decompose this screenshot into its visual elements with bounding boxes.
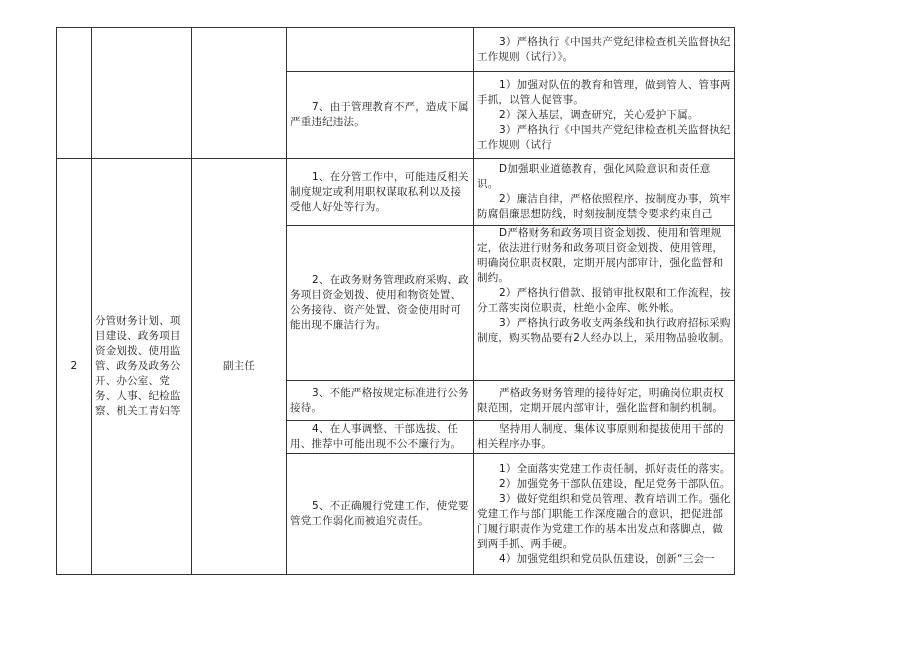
risk-cell [287,381,474,421]
risk-cell [287,454,474,575]
measure-item: 2）严格执行借款、报销审批权限和工作流程，按分工落实岗位职责，杜绝小金库、帐外帐。 [477,287,731,314]
measures-cell [474,28,735,72]
row-number: 2 [57,159,92,575]
measure-item: 1）全面落实党建工作责任制，抓好责任的落实。 [499,462,731,475]
measure-item: 3）严格执行《中国共产党纪律检查机关监督执纪工作规则（试行 [477,123,731,151]
risk-text: 4、在人事调整、干部选拔、任用、推荐中可能出现不公不廉行为。 [290,423,462,450]
risk-cell [287,159,474,226]
measure-item: 3）做好党组织和党员管理、教育培训工作。强化党建工作与部门职能工作深度融合的意识，把促进部门履行职责作为党建工作的基本出发点和落脚点，做到两手抓、两手硬。 [477,492,731,550]
risk-cell [287,421,474,454]
measure-item: D严格财务和政务项目资金划拨、使用和管理规定，依法进行财务和政务项目资金划拨、使用管理，明确岗位职责权限，定期开展内部审计，强化监督和制约。 [477,227,724,284]
table-row [57,28,735,72]
risk-cell [287,72,474,159]
measure-item: 3）严格执行《中国共产党纪律检查机关监督执纪工作规则（试行）》。 [477,35,731,63]
measure-item: 2）深入基层，调查研究，关心爱护下属。 [499,108,699,121]
duties-cell [92,159,192,575]
measures-cell [474,381,735,421]
duties-cell-empty [92,28,192,159]
risk-text: 7、由于管理教育不严，造成下属严重违纪违法。 [290,101,469,128]
measure-item: 严格政务财务管理的接待好定，明确岗位职责权限范围，定期开展内部审计，强化监督和制约机制。 [477,386,724,414]
measures-cell [474,159,735,226]
risk-cell [287,226,474,381]
measures-cell [474,72,735,159]
measures-cell [474,454,735,575]
table-row [57,159,735,226]
measure-item: 坚持用人制度、集体议事原则和提拔使用干部的相关程序办事。 [477,423,724,450]
risk-text: 5、不正确履行党建工作，使党要管党工作弱化而被追究责任。 [290,500,469,527]
measure-item: 3）严格执行政务收支两条线和执行政府招标采购制度，购买物品要有2人经办以上，采用物品验收制。 [477,317,731,344]
measure-item: 2）廉洁自律，严格依照程序、按制度办事，筑牢防腐倡廉思想防线，时刻按制度禁令要求约束自己 [477,193,731,220]
measure-item: D加强职业道德教育，强化风险意识和责任意识。 [477,163,711,190]
measure-item: 2）加强党务干部队伍建设，配足党务干部队伍。 [499,477,731,490]
measure-item: 4）加强党组织和党员队伍建设，创新“三会一 [499,552,715,565]
number-cell-empty [57,28,92,159]
risk-text: 3、不能严格按规定标准进行公务接待。 [290,386,469,414]
position-cell: 副主任 [192,159,287,575]
measures-cell [474,421,735,454]
risk-text: 1、在分管工作中，可能违反相关制度规定或利用职权谋取私利以及接受他人好处等行为。 [290,170,469,213]
risk-cell-empty [287,28,474,72]
duty-risk-table [56,27,735,575]
measures-cell [474,226,735,381]
duties-text: 分管财务计划、项目建设、政务项目资金划拨、使用监管、政务及政务公开、办公室、党务、人事、纪检监察、机关工青妇等 [95,315,181,417]
measure-item: 1）加强对队伍的教育和管理，做到管人、管事两手抓，以管人促管事。 [477,78,731,106]
position-cell-empty [192,28,287,159]
risk-text: 2、在政务财务管理政府采购、政务项目资金划拨、使用和物资处置、公务接待、资产处置、资金使用时可能出现不廉洁行为。 [290,274,469,331]
